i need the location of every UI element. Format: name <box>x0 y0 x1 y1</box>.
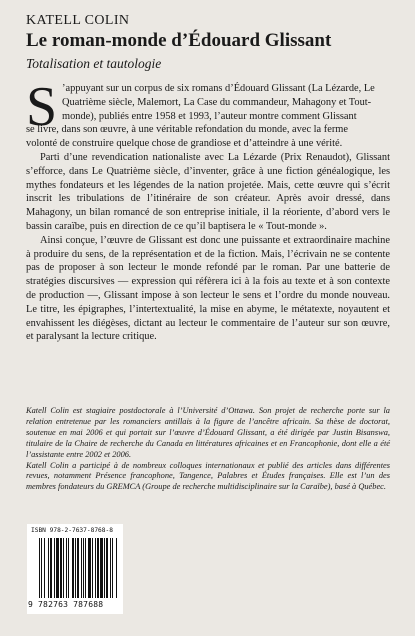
book-title: Le roman-monde d’Édouard Glissant <box>26 30 332 51</box>
summary-line: volonté de construire quelque chose de grandiose et d’atteindre à une vérité. <box>26 138 343 150</box>
summary-line: ’appuyant sur un corpus de six romans d’Édouard Glissant (La Lézarde, Le <box>62 83 375 94</box>
summary-paragraph-1 <box>26 76 390 151</box>
barcode-bar <box>60 538 62 598</box>
summary-text <box>26 76 390 344</box>
barcode-bar <box>110 538 111 598</box>
barcode-bar <box>104 538 105 598</box>
isbn-barcode <box>27 524 123 614</box>
barcode-bar <box>95 538 96 598</box>
barcode-bar <box>92 538 93 598</box>
barcode-bar <box>44 538 45 598</box>
barcode-bar <box>112 538 113 598</box>
author-name: KATELL COLIN <box>26 13 130 28</box>
barcode-bar <box>83 538 84 598</box>
barcode-number: 9 782763 787688 <box>28 600 104 609</box>
summary-line: Quatrième siècle, Malemort, La Case du commandeur, Mahagony et Tout- <box>62 96 372 108</box>
drop-cap: S <box>26 76 58 138</box>
book-subtitle: Totalisation et tautologie <box>26 56 162 71</box>
isbn-label: ISBN 978-2-7637-8768-8 <box>31 527 113 534</box>
barcode-bar <box>116 538 117 598</box>
summary-paragraph-2: Parti d’une revendication nationaliste avec La Lézarde (Prix Renaudot), Glissant s’efforce, dans Le Quatrième siècle, d’inventer, grâce à une fiction généalogique, les mythes fondateurs et les légendes de la nation projetée. Mais, cette œuvre qui s’écrit inscrit les tribulations de l’itinéraire de son créateur. Après avoir dressé, dans Mahagony, un bilan romancé de son entreprise initiale, il la réoriente, d’abord vers le bassin caraïbe, puis en direction de ce qu’il baptisera le « Tout-monde ». <box>26 151 390 232</box>
barcode-bar <box>56 538 59 598</box>
author-bio-paragraph-1: Katell Colin est stagiaire postdoctorale à l’Université d’Ottawa. Son projet de recherche porte sur la relation entretenue par les romanciers antillais à la figure de l’ancêtre africain. Sa thèse de doctorat, soutenue en mai 2006 et qui portait sur l’œuvre d’Édouard Glissant, a été dirigée par Justin Bisanswa, titulaire de la Chaire de recherche du Canada en littératures africaines et en Francophonie, dont elle a été l’assistante entre 2002 et 2006. <box>26 406 390 459</box>
barcode-bar <box>100 538 103 598</box>
barcode-bar <box>68 538 69 598</box>
barcode-bar <box>77 538 79 598</box>
author-bio-paragraph-2: Katell Colin a participé à de nombreux colloques internationaux et publié des articles dans différentes revues, notamment Présence francophone, Tangence, Palabres et Études françaises. Elle est l’un des membres fondateurs du GREMCA (Groupe de recherche multidisciplinaire sur la Caraïbe), basé à Québec. <box>26 460 390 492</box>
barcode-bar <box>39 538 40 598</box>
barcode-bar <box>88 538 91 598</box>
summary-line: se livre, dans son œuvre, à une véritable refondation du monde, avec la ferme <box>26 124 348 136</box>
barcode-bar <box>81 538 82 598</box>
barcode-bar <box>48 538 49 598</box>
barcode-bar <box>41 538 42 598</box>
barcode-bar <box>54 538 55 598</box>
barcode-bar <box>63 538 64 598</box>
barcode-bar <box>72 538 74 598</box>
barcode-bar <box>85 538 86 598</box>
barcode-bar <box>106 538 108 598</box>
barcode-bars <box>39 538 119 598</box>
barcode-bar <box>50 538 52 598</box>
barcode-bar <box>75 538 76 598</box>
author-bio <box>26 406 390 493</box>
summary-line: monde), publiés entre 1958 et 1993, l’auteur montre comment Glissant <box>62 110 357 122</box>
barcode-bar <box>97 538 99 598</box>
summary-paragraph-3: Ainsi conçue, l’œuvre de Glissant est donc une puissante et extraordinaire machine à produire du sens, de la représentation et de la fiction. Mais, l’écrivain ne se contente pas de proposer à son lecteur le monde refondé par le roman. Par une batterie de stratégies discursives — expression qui réfèrera ici à la fois au texte et à son contexte de production —, Glissant impose à son lecteur le sens et l’ordre du monde nouveau. Le titre, les épigraphes, l’intertextualité, la mise en abyme, le métatexte, noyautent et envahissent les diégèses, dictant au lecteur le commentaire de l’auteur sur son œuvre, et paralysant la lecture critique. <box>26 234 390 343</box>
barcode-bar <box>66 538 67 598</box>
